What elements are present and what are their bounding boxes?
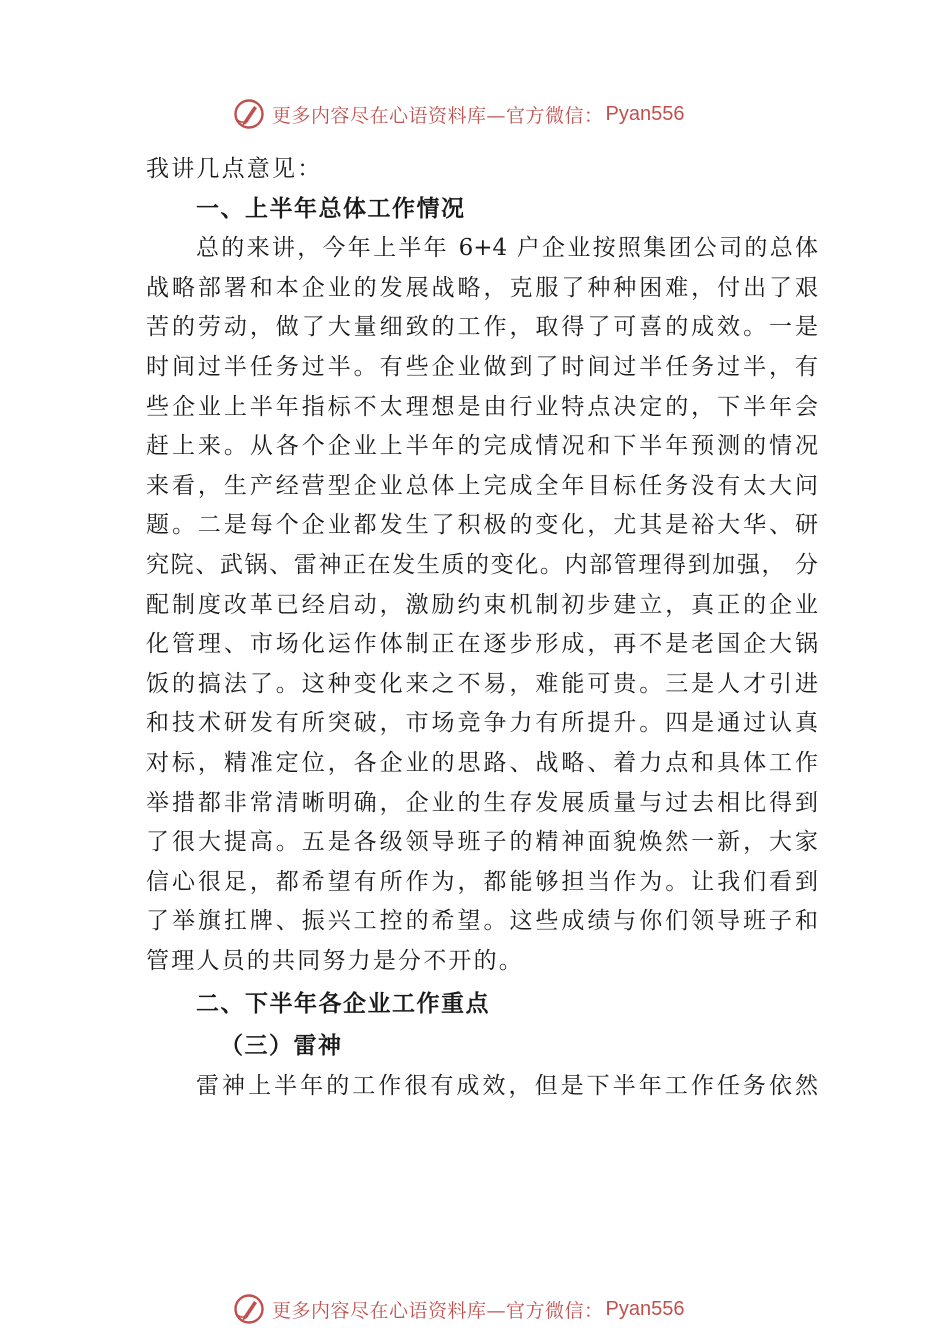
paragraph-2-line: 雷神上半年的工作很有成效，但是下半年工作任务依然 <box>196 1073 818 1100</box>
watermark-text: 更多内容尽在心语资料库—官方微信： <box>272 104 604 127</box>
paragraph-line: 些企业上半年指标不太理想是由行业特点决定的，下半年会 <box>146 393 818 420</box>
paragraph-line: 举措都非常清晰明确，企业的生存发展质量与过去相比得到 <box>146 789 818 816</box>
paragraph-line: 战略部署和本企业的发展战略，克服了种种困难，付出了艰 <box>146 274 818 301</box>
paragraph-line: 来看，生产经营型企业总体上完成全年目标任务没有太大问 <box>146 472 818 499</box>
paragraph-line: 饭的搞法了。这种变化来之不易，难能可贵。三是人才引进 <box>146 670 818 697</box>
paragraph-line: 究院、武锅、雷神正在发生质的变化。内部管理得到加强， 分 <box>146 551 818 578</box>
section-heading-1: 一、上半年总体工作情况 <box>196 195 466 222</box>
paragraph-line: 信心很足，都希望有所作为，都能够担当作为。让我们看到 <box>146 868 818 895</box>
paragraph-line: 和技术研发有所突破，市场竞争力有所提升。四是通过认真 <box>146 710 818 737</box>
watermark-wechat-id: Pyan556 <box>605 1297 685 1320</box>
section-heading-2: 二、下半年各企业工作重点 <box>196 991 490 1018</box>
watermark-wechat-id: Pyan556 <box>605 102 685 125</box>
document-body <box>146 150 818 1107</box>
pen-nib-logo-icon <box>232 1292 266 1326</box>
opening-line: 我讲几点意见： <box>146 156 323 182</box>
paragraph-line: 题。二是每个企业都发生了积极的变化，尤其是裕大华、研 <box>146 512 818 539</box>
pen-nib-logo-icon <box>232 97 266 131</box>
footer-watermark <box>232 1291 684 1327</box>
paragraph-line: 苦的劳动，做了大量细致的工作，取得了可喜的成效。一是 <box>146 314 818 341</box>
paragraph-line: 管理人员的共同努力是分不开的。 <box>146 947 524 974</box>
paragraph-1 <box>146 229 818 981</box>
paragraph-line: 了举旗扛牌、振兴工控的希望。这些成绩与你们领导班子和 <box>146 908 818 935</box>
header-watermark <box>232 96 684 132</box>
paragraph-line: 时间过半任务过半。有些企业做到了时间过半任务过半，有 <box>146 353 818 380</box>
subsection-heading: （三）雷神 <box>220 1033 343 1060</box>
paragraph-line: 总的来讲，今年上半年 6+4 户企业按照集团公司的总体 <box>196 235 818 262</box>
watermark-text: 更多内容尽在心语资料库—官方微信： <box>272 1299 604 1322</box>
paragraph-line: 配制度改革已经启动，激励约束机制初步建立，真正的企业 <box>146 591 818 618</box>
paragraph-line: 了很大提高。五是各级领导班子的精神面貌焕然一新，大家 <box>146 829 818 856</box>
paragraph-line: 赶上来。从各个企业上半年的完成情况和下半年预测的情况 <box>146 433 818 460</box>
paragraph-line: 对标，精准定位，各企业的思路、战略、着力点和具体工作 <box>146 749 818 776</box>
paragraph-line: 化管理、市场化运作体制正在逐步形成，再不是老国企大锅 <box>146 631 818 658</box>
